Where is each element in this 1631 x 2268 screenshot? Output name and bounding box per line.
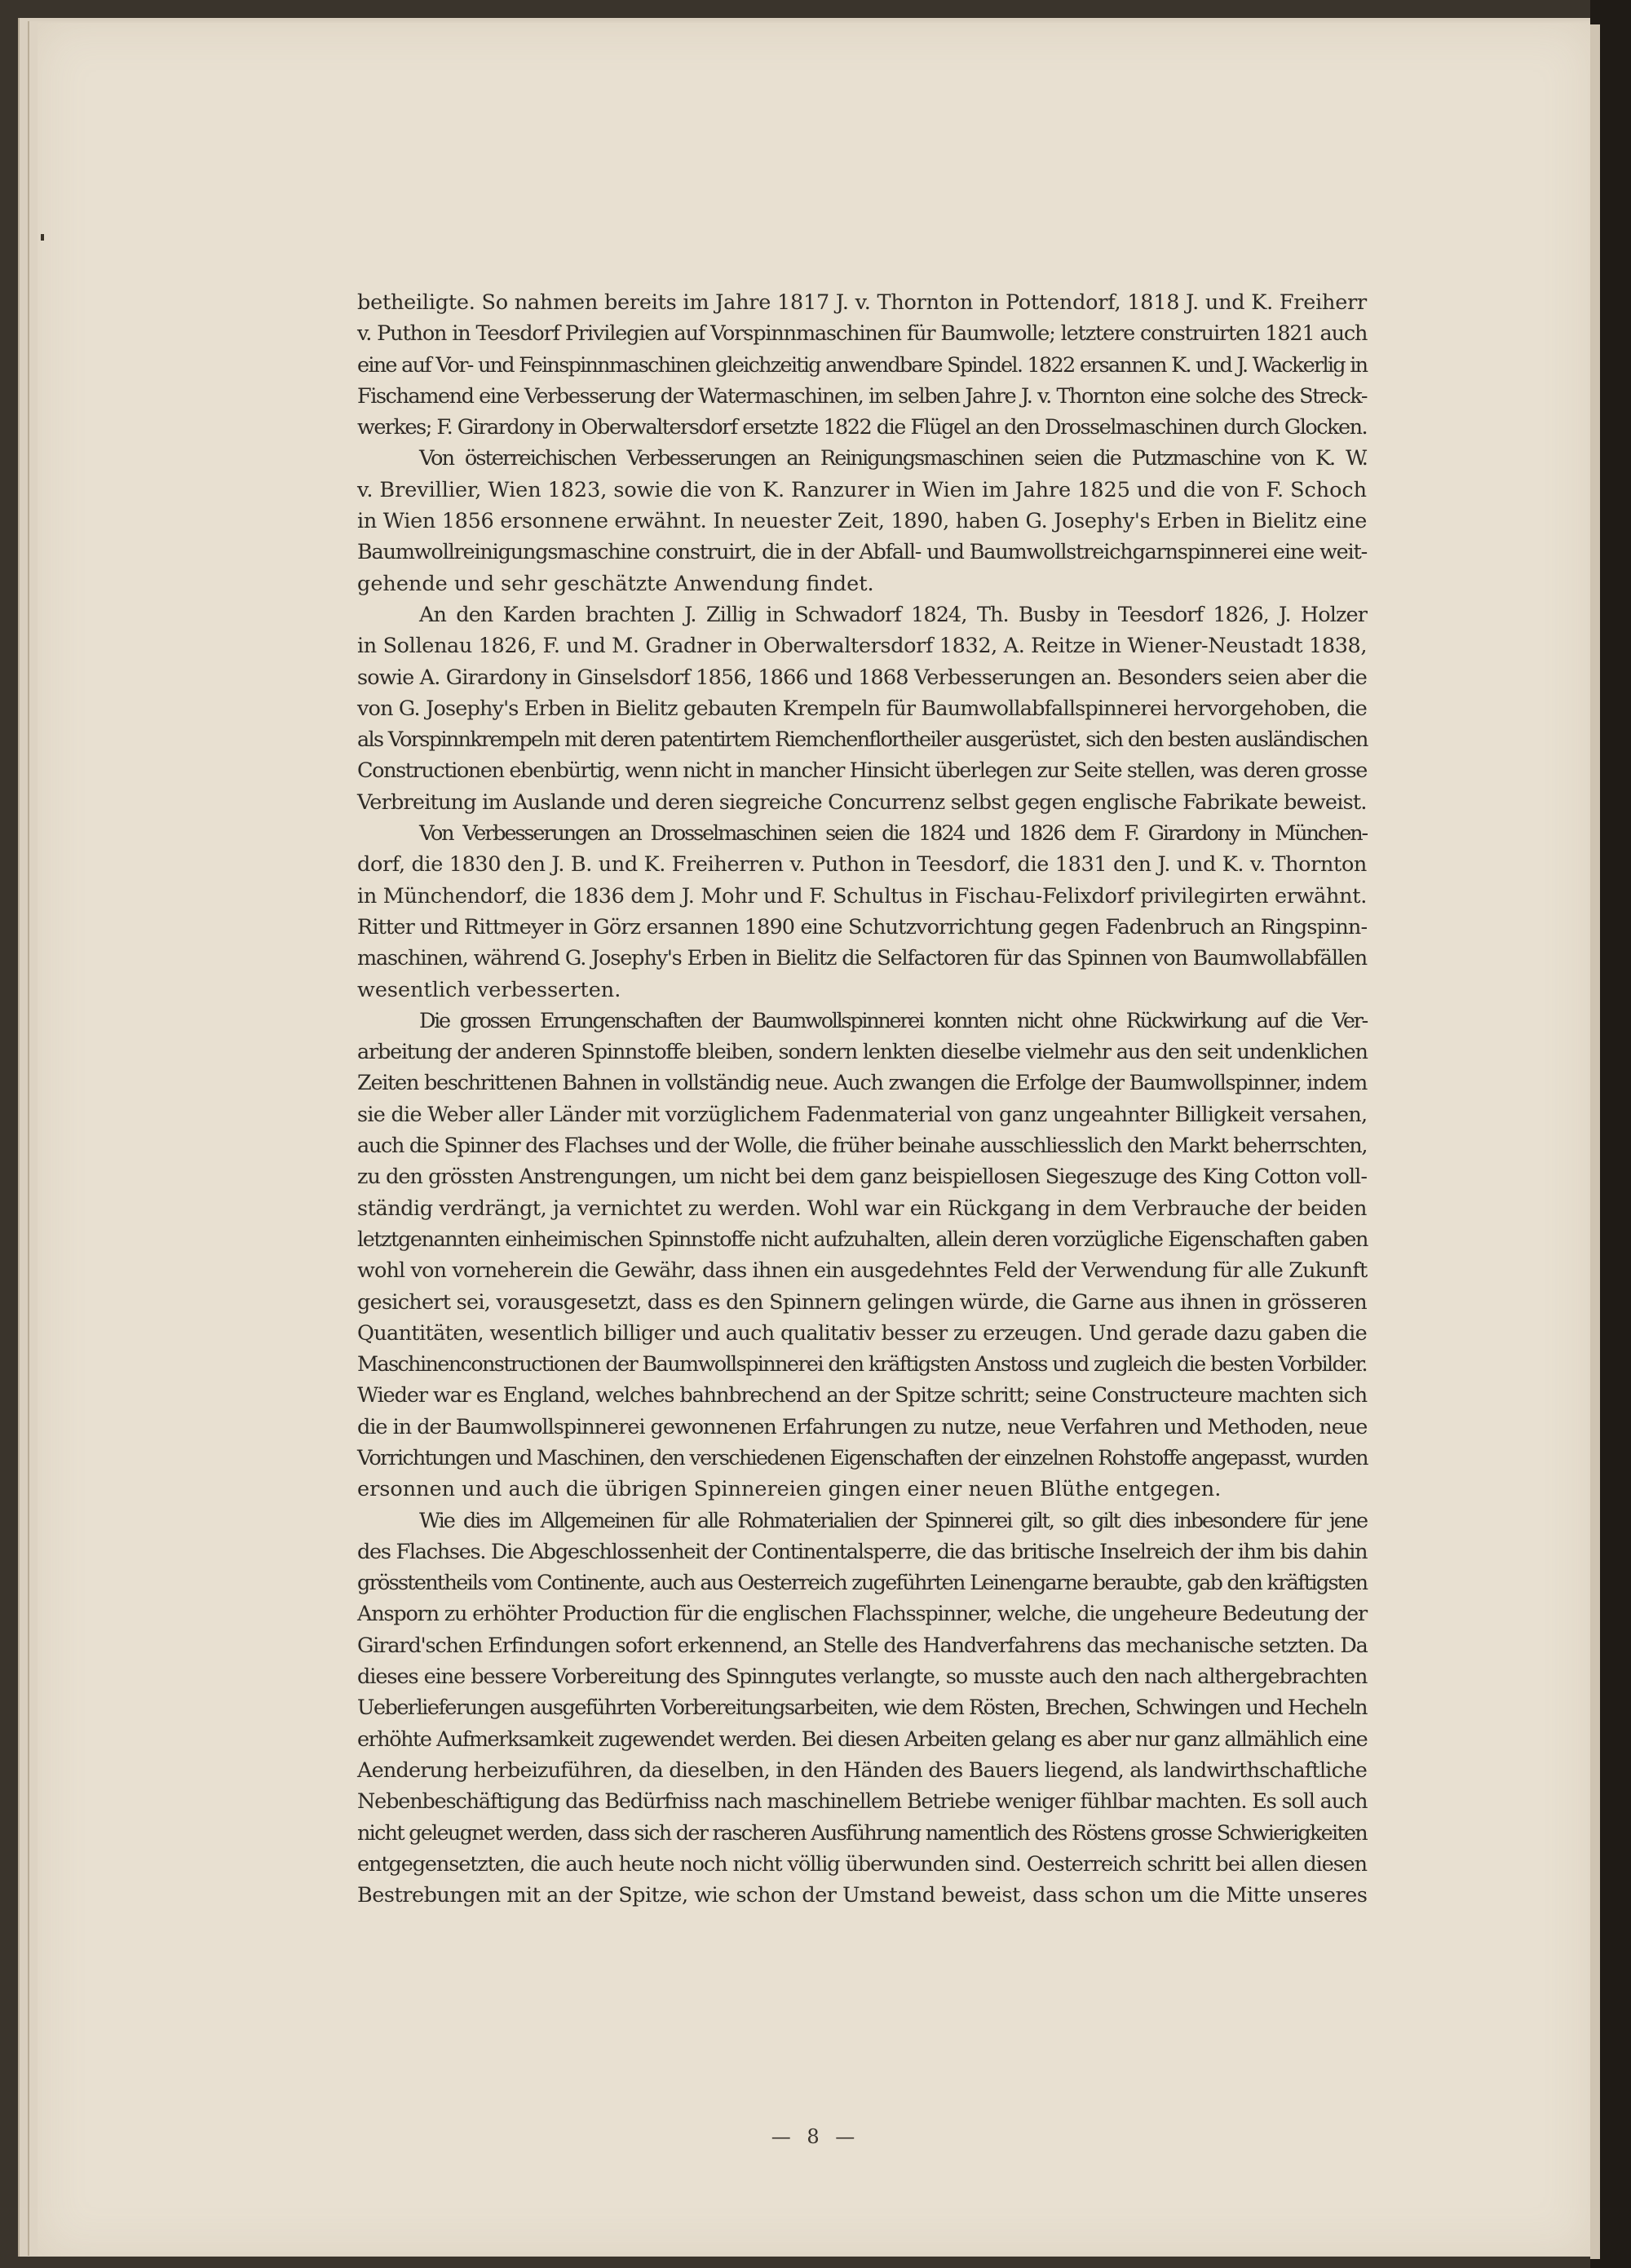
paragraph <box>357 1006 1367 1505</box>
text-line: erhöhte Aufmerksamkeit zugewendet werden. Bei diesen Arbeiten gelang es aber nur ganz allmählich eine <box>357 1726 1368 1752</box>
text-line: Ueberlieferungen ausgeführten Vorbereitungsarbeiten, wie dem Rösten, Brechen, Schwingen und Hecheln <box>357 1695 1367 1721</box>
next-page-edge <box>1590 24 1600 2259</box>
binding-mark <box>41 234 44 241</box>
page-number: — 8 — <box>771 2125 860 2148</box>
text-line: Von Verbesserungen an Drosselmaschinen seien die 1824 und 1826 dem F. Girardony in München- <box>419 821 1367 847</box>
text-line: in Münchendorf, die 1836 dem J. Mohr und F. Schultus in Fischau-Felixdorf privilegirten erwähnt. <box>357 883 1367 909</box>
text-line: Wieder war es England, welches bahnbrechend an der Spitze schritt; seine Constructeure machten sich <box>357 1383 1367 1408</box>
text-line: Quantitäten, wesentlich billiger und auch qualitativ besser zu erzeugen. Und gerade dazu gaben die <box>357 1320 1368 1346</box>
text-line: des Flachses. Die Abgeschlossenheit der Continentalsperre, die das britische Inselreich der ihm bis dahin <box>357 1539 1368 1564</box>
text-line: als Vorspinnkrempeln mit deren patentirtem Riemchenflortheiler ausgerüstet, sich den besten ausländischen <box>357 727 1368 753</box>
text-line: v. Puthon in Teesdorf Privilegien auf Vorspinnmaschinen für Baumwolle; letztere construirten 1821 auch <box>357 321 1368 347</box>
text-line: nicht geleugnet werden, dass sich der rascheren Ausführung namentlich des Röstens grosse Schwierigkeiten <box>357 1820 1367 1846</box>
text-line: sie die Weber aller Länder mit vorzüglichem Fadenmaterial von ganz ungeahnter Billigkeit versahen, <box>357 1102 1368 1127</box>
paragraph <box>357 1505 1367 1912</box>
text-line: Girard'schen Erfindungen sofort erkennend, an Stelle des Handverfahrens das mechanische setzten. Da <box>357 1633 1368 1658</box>
text-line: Wie dies im Allgemeinen für alle Rohmaterialien der Spinnerei gilt, so gilt dies inbesondere für jene <box>419 1508 1367 1533</box>
text-line: entgegensetzten, die auch heute noch nicht völlig überwunden sind. Oesterreich schritt bei allen diesen <box>357 1851 1367 1877</box>
text-line: Bestrebungen mit an der Spitze, wie schon der Umstand beweist, dass schon um die Mitte unseres <box>357 1883 1368 1908</box>
body-text <box>357 287 1367 1911</box>
paragraph <box>357 443 1367 599</box>
text-line: ersonnen und auch die übrigen Spinnereien gingen einer neuen Blüthe entgegen. <box>357 1477 1222 1502</box>
text-line: Von österreichischen Verbesserungen an Reinigungsmaschinen seien die Putzmaschine von K. W. <box>419 446 1367 471</box>
text-line: grösstentheils vom Continente, auch aus Oesterreich zugeführten Leinengarne beraubte, gab den kräftigsten <box>357 1571 1368 1596</box>
text-line: in Sollenau 1826, F. und M. Gradner in Oberwaltersdorf 1832, A. Reitze in Wiener-Neustadt 1838, <box>357 634 1368 659</box>
right-edge-shadow <box>1590 0 1631 2268</box>
text-line: gehende und sehr geschätzte Anwendung findet. <box>357 571 874 596</box>
text-line: letztgenannten einheimischen Spinnstoffe nicht aufzuhalten, allein deren vorzügliche Eigenschaften gaben <box>357 1227 1368 1252</box>
text-line: auch die Spinner des Flachses und der Wolle, die früher beinahe ausschliesslich den Markt beherrschten, <box>357 1134 1368 1159</box>
text-line: Vorrichtungen und Maschinen, den verschiedenen Eigenschaften der einzelnen Rohstoffe angepasst, wurden <box>357 1445 1368 1470</box>
text-line: Aenderung herbeizuführen, da dieselben, in den Händen des Bauers liegend, als landwirthschaftliche <box>357 1757 1367 1783</box>
text-line: An den Karden brachten J. Zillig in Schwadorf 1824, Th. Busby in Teesdorf 1826, J. Holzer <box>419 602 1367 627</box>
text-line: dorf, die 1830 den J. B. und K. Freiherren v. Puthon in Teesdorf, die 1831 den J. und K. v. Thornton <box>357 852 1367 878</box>
text-line: maschinen, während G. Josephy's Erben in Bielitz die Selfactoren für das Spinnen von Baumwollabfällen <box>357 946 1367 971</box>
text-line: wohl von vorneherein die Gewähr, dass ihnen ein ausgedehntes Feld der Verwendung für alle Zukunft <box>357 1258 1368 1284</box>
text-line: wesentlich verbesserten. <box>357 977 621 1002</box>
text-line: in Wien 1856 ersonnene erwähnt. In neuester Zeit, 1890, haben G. Josephy's Erben in Bielitz eine <box>357 509 1367 534</box>
text-line: Baumwollreinigungsmaschine construirt, die in der Abfall- und Baumwollstreichgarnspinnerei eine weit- <box>357 540 1367 565</box>
text-line: werkes; F. Girardony in Oberwaltersdorf ersetzte 1822 die Flügel an den Drosselmaschinen durch Glocken. <box>357 415 1368 440</box>
paragraph <box>357 287 1367 443</box>
text-line: sowie A. Girardony in Ginselsdorf 1856, 1866 und 1868 Verbesserungen an. Besonders seien aber die <box>357 665 1367 690</box>
text-line: dieses eine bessere Vorbereitung des Spinngutes verlangte, so musste auch den nach althergebrachten <box>357 1665 1368 1690</box>
paragraph <box>357 599 1367 818</box>
text-line: Ritter und Rittmeyer in Görz ersannen 1890 eine Schutzvorrichtung gegen Fadenbruch an Ringspinn- <box>357 914 1368 939</box>
text-line: Ansporn zu erhöhter Production für die englischen Flachsspinner, welche, die ungeheure Bedeutung der <box>357 1602 1367 1627</box>
text-line: Maschinenconstructionen der Baumwollspinnerei den kräftigsten Anstoss und zugleich die besten Vorbilder. <box>357 1352 1367 1377</box>
text-line: eine auf Vor- und Feinspinnmaschinen gleichzeitig anwendbare Spindel. 1822 ersannen K. und J. Wackerlig in <box>357 352 1368 378</box>
text-line: arbeitung der anderen Spinnstoffe bleiben, sondern lenkten dieselbe vielmehr aus den seit undenklichen <box>357 1040 1368 1065</box>
text-line: Constructionen ebenbürtig, wenn nicht in mancher Hinsicht überlegen zur Seite stellen, was deren grosse <box>357 758 1367 784</box>
text-line: Fischamend eine Verbesserung der Watermaschinen, im selben Jahre J. v. Thornton eine solche des Streck- <box>357 383 1367 409</box>
text-line: Verbreitung im Auslande und deren siegreiche Concurrenz selbst gegen englische Fabrikate beweist. <box>357 789 1367 815</box>
text-line: zu den grössten Anstrengungen, um nicht bei dem ganz beispiellosen Siegeszuge des King Cotton voll- <box>357 1165 1367 1190</box>
text-line: von G. Josephy's Erben in Bielitz gebauten Krempeln für Baumwollabfallspinnerei hervorgehoben, die <box>357 696 1367 721</box>
text-line: v. Brevillier, Wien 1823, sowie die von K. Ranzurer in Wien im Jahre 1825 und die von F. Schoch <box>357 477 1367 502</box>
text-line: betheiligte. So nahmen bereits im Jahre 1817 J. v. Thornton in Pottendorf, 1818 J. und K. Freiherr <box>357 290 1367 315</box>
text-line: gesichert sei, vorausgesetzt, dass es den Spinnern gelingen würde, die Garne aus ihnen in grösseren <box>357 1289 1367 1315</box>
paragraph <box>357 818 1367 1006</box>
text-line: die in der Baumwollspinnerei gewonnenen Erfahrungen zu nutze, neue Verfahren und Methoden, neue <box>357 1414 1368 1439</box>
text-line: Zeiten beschrittenen Bahnen in vollständig neue. Auch zwangen die Erfolge der Baumwollspinner, indem <box>357 1071 1367 1096</box>
text-line: Die grossen Errungenschaften der Baumwollspinnerei konnten nicht ohne Rückwirkung auf die Ver- <box>419 1008 1367 1033</box>
text-line: ständig verdrängt, ja vernichtet zu werden. Wohl war ein Rückgang in dem Verbrauche der beiden <box>357 1196 1367 1221</box>
text-line: Nebenbeschäftigung das Bedürfniss nach maschinellem Betriebe weniger fühlbar machten. Es soll auch <box>357 1789 1368 1815</box>
